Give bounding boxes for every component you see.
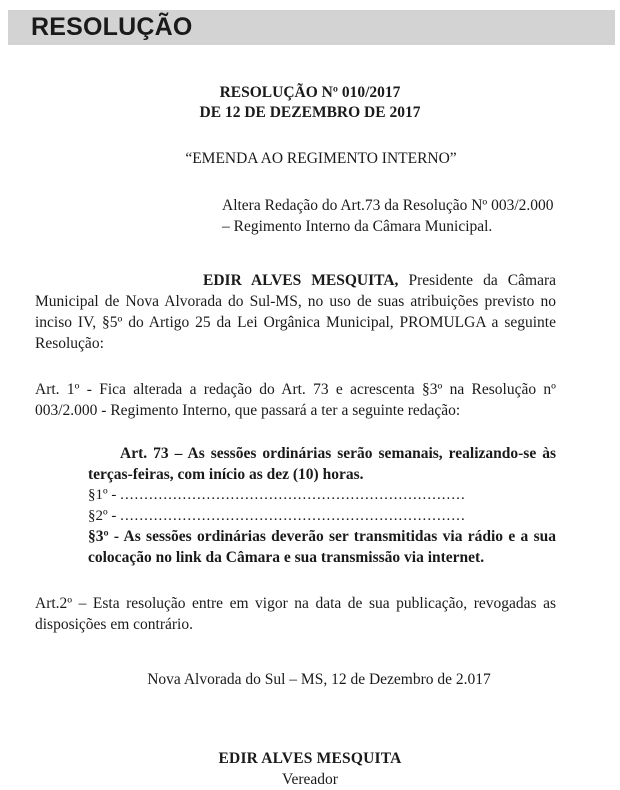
document-title-line-2: DE 12 DE DEZEMBRO DE 2017 bbox=[199, 104, 421, 122]
amendment-scope-note: Altera Redação do Art.73 da Resolução Nº 003/2.000 – Regimento Interno da Câmara Municipal. bbox=[222, 196, 554, 236]
document-title bbox=[0, 45, 620, 124]
document-subject: “EMENDA AO REGIMENTO INTERNO” bbox=[185, 149, 457, 167]
paragraph-1-dots: ........................................................................ bbox=[120, 487, 466, 504]
article-2-paragraph: Art.2º – Esta resolução entre em vigor na data de sua publicação, revogadas as disposições em contrário. bbox=[35, 595, 556, 634]
signature-name: EDIR ALVES MESQUITA bbox=[218, 750, 402, 768]
quoted-article-block bbox=[0, 421, 620, 568]
banner-title: RESOLUÇÃO bbox=[31, 13, 193, 41]
document-title-line-1: RESOLUÇÃO Nº 010/2017 bbox=[219, 84, 401, 101]
preamble-paragraph bbox=[0, 238, 620, 354]
signature-block bbox=[0, 689, 620, 789]
quoted-paragraph-2 bbox=[88, 506, 556, 526]
quoted-paragraph-3: §3º - As sessões ordinárias deverão ser transmitidas via rádio e a sua colocação no link da Câmara e sua transmissão via internet. bbox=[88, 528, 556, 567]
document-page bbox=[0, 45, 620, 790]
resolution-header-banner bbox=[8, 10, 615, 45]
place-and-date: Nova Alvorada do Sul – MS, 12 de Dezembro de 2.017 bbox=[147, 671, 491, 689]
signature-role: Vereador bbox=[282, 770, 338, 788]
quoted-paragraph-1 bbox=[88, 485, 556, 505]
paragraph-2-dots: ........................................................................ bbox=[120, 507, 466, 524]
paragraph-1-label: §1º - bbox=[88, 487, 121, 504]
preamble-text: Presidente da Câmara Municipal de Nova Alvorada do Sul-MS, no uso de suas atribuições previsto no inciso IV, §5º do Artigo 25 da Lei Orgânica Municipal, PROMULGA a seguinte Resolução: bbox=[35, 271, 556, 352]
paragraph-2-label: §2º - bbox=[88, 507, 121, 524]
signatory-name-inline: EDIR ALVES MESQUITA, bbox=[203, 271, 399, 289]
article-1-paragraph: Art. 1º - Fica alterada a redação do Art. 73 e acrescenta §3º na Resolução nº 003/2.000 - Regimento Interno, que passará a ter a seguinte redação: bbox=[35, 380, 556, 420]
quoted-art-73: Art. 73 – As sessões ordinárias serão semanais, realizando-se às terças-feiras, com início as dez (10) horas. bbox=[88, 445, 556, 484]
